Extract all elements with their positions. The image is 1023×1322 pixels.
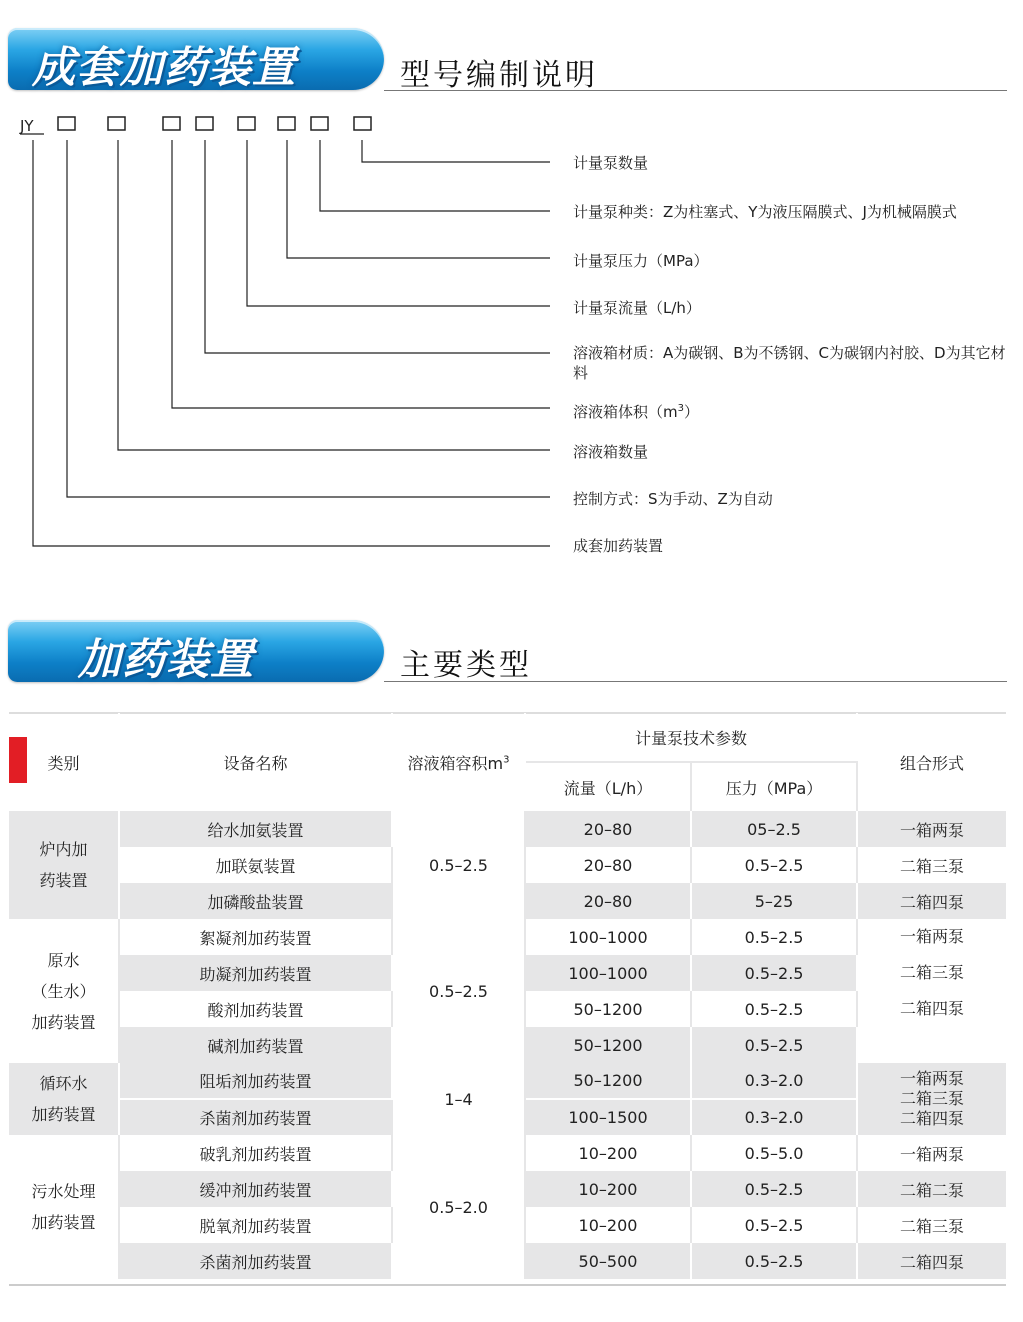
label-control-mode: 控制方式：S为手动、Z为自动 <box>573 490 773 508</box>
row-flow: 50–1200 <box>525 1027 691 1063</box>
row-pressure: 0.5–2.5 <box>691 1027 857 1063</box>
leader-tank-volume <box>172 140 550 408</box>
leader-pump-flow <box>247 140 550 306</box>
red-accent-bar <box>9 737 27 783</box>
row-pressure: 0.5–2.5 <box>691 991 857 1027</box>
row-name: 碱剂加药装置 <box>119 1027 392 1063</box>
header-category: 类别 <box>9 713 119 811</box>
code-box-1 <box>58 117 75 130</box>
row-flow: 20–80 <box>525 883 691 919</box>
group3-combos: 一箱两泵 二箱三泵 二箱四泵 <box>857 1063 1006 1135</box>
row-name: 缓冲剂加药装置 <box>119 1171 392 1207</box>
section2-rule <box>384 681 1007 682</box>
table-header-row-1 <box>9 713 1006 762</box>
row-pressure: 0.5–5.0 <box>691 1135 857 1171</box>
row-pressure: 0.5–2.5 <box>691 955 857 991</box>
header-name: 设备名称 <box>119 713 392 811</box>
group3-category: 循环水 加药装置 <box>9 1063 119 1135</box>
model-code-diagram <box>0 0 1023 560</box>
group1-volume: 0.5–2.5 <box>392 811 525 919</box>
code-box-6 <box>278 117 295 130</box>
leader-pump-count <box>362 140 550 162</box>
row-name: 加联氨装置 <box>119 847 392 883</box>
row-pressure: 0.5–2.5 <box>691 919 857 955</box>
row-combo: 二箱二泵 <box>857 1171 1006 1207</box>
row-flow: 20–80 <box>525 847 691 883</box>
code-box-5 <box>238 117 255 130</box>
row-flow: 10–200 <box>525 1207 691 1243</box>
code-box-7 <box>311 117 328 130</box>
table-bottom-line <box>9 1284 1006 1286</box>
header-pump-params: 计量泵技术参数 <box>525 713 857 762</box>
group2-volume: 0.5–2.5 <box>392 919 525 1063</box>
row-combo: 二箱三泵 <box>857 1207 1006 1243</box>
row-flow: 20–80 <box>525 811 691 847</box>
header-volume: 溶液箱容积$m^3$ <box>392 713 525 811</box>
section2-banner <box>8 620 384 685</box>
row-flow: 10–200 <box>525 1135 691 1171</box>
section1-banner-title: 成套加药装置 <box>32 43 296 93</box>
device-type-table <box>9 713 1006 1279</box>
row-flow: 100–1500 <box>525 1099 691 1135</box>
row-name: 杀菌剂加药装置 <box>119 1099 392 1135</box>
leader-control-mode <box>67 140 550 497</box>
table-row <box>9 1135 1006 1171</box>
section1-subtitle: 型号编制说明 <box>400 58 598 93</box>
model-prefix: JY <box>20 117 34 135</box>
header-pressure: 压力（MPa） <box>691 762 857 811</box>
label-device: 成套加药装置 <box>573 537 664 555</box>
row-flow: 100–1000 <box>525 955 691 991</box>
table-row <box>9 1063 1006 1099</box>
group3-volume: 1–4 <box>392 1063 525 1135</box>
row-combo: 二箱三泵 <box>857 847 1006 883</box>
row-name: 杀菌剂加药装置 <box>119 1243 392 1279</box>
leader-device <box>33 140 550 546</box>
row-name: 给水加氨装置 <box>119 811 392 847</box>
table-row <box>9 919 1006 955</box>
leader-pump-type <box>320 140 550 211</box>
row-pressure: 0.5–2.5 <box>691 1171 857 1207</box>
code-box-2 <box>108 117 125 130</box>
row-name: 脱氧剂加药装置 <box>119 1207 392 1243</box>
row-name: 助凝剂加药装置 <box>119 955 392 991</box>
section2-subtitle: 主要类型 <box>400 648 532 683</box>
row-pressure: 0.3–2.0 <box>691 1063 857 1099</box>
group1-category: 炉内加 药装置 <box>9 811 119 919</box>
row-name: 加磷酸盐装置 <box>119 883 392 919</box>
label-pump-flow: 计量泵流量（L/h） <box>573 299 701 317</box>
code-box-4 <box>196 117 213 130</box>
row-flow: 50–500 <box>525 1243 691 1279</box>
label-pump-count: 计量泵数量 <box>573 154 649 172</box>
row-flow: 100–1000 <box>525 919 691 955</box>
code-box-8 <box>354 117 371 130</box>
code-box-3 <box>163 117 180 130</box>
row-combo: 一箱两泵 <box>857 1135 1006 1171</box>
leader-tank-material <box>205 140 550 353</box>
header-combo: 组合形式 <box>900 753 965 773</box>
table-row <box>9 811 1006 847</box>
label-pump-pressure: 计量泵压力（MPa） <box>573 252 709 270</box>
group2-category: 原水 （生水） 加药装置 <box>9 919 119 1063</box>
row-flow: 50–1200 <box>525 991 691 1027</box>
leader-tank-count <box>118 140 550 450</box>
label-tank-count: 溶液箱数量 <box>573 443 649 461</box>
section2-banner-title: 加药装置 <box>78 635 254 685</box>
row-pressure: 0.5–2.5 <box>691 1243 857 1279</box>
group2-combos: 一箱两泵 二箱三泵 二箱四泵 <box>857 919 1006 1063</box>
row-pressure: 05–2.5 <box>691 811 857 847</box>
group4-category: 污水处理 加药装置 <box>9 1135 119 1279</box>
header-flow: 流量（L/h） <box>525 762 691 811</box>
row-name: 阻垢剂加药装置 <box>119 1063 392 1099</box>
group4-volume: 0.5–2.0 <box>392 1135 525 1279</box>
row-combo: 二箱四泵 <box>857 1243 1006 1279</box>
label-tank-volume: 溶液箱体积$(m^3)$ <box>573 403 700 421</box>
row-combo: 一箱两泵 <box>857 811 1006 847</box>
row-flow: 10–200 <box>525 1171 691 1207</box>
row-name: 絮凝剂加药装置 <box>119 919 392 955</box>
label-tank-material: 溶液箱材质：A为碳钢、B为不锈钢、C为碳钢内衬胶、D为其它材料 <box>573 344 1006 382</box>
row-pressure: 0.5–2.5 <box>691 1207 857 1243</box>
row-pressure: 0.3–2.0 <box>691 1099 857 1135</box>
row-pressure: 5–25 <box>691 883 857 919</box>
row-name: 破乳剂加药装置 <box>119 1135 392 1171</box>
row-pressure: 0.5–2.5 <box>691 847 857 883</box>
leader-pump-pressure <box>287 140 550 258</box>
row-flow: 50–1200 <box>525 1063 691 1099</box>
label-pump-type: 计量泵种类：Z为柱塞式、Y为液压隔膜式、J为机械隔膜式 <box>573 203 957 221</box>
row-name: 酸剂加药装置 <box>119 991 392 1027</box>
row-combo: 二箱四泵 <box>857 883 1006 919</box>
